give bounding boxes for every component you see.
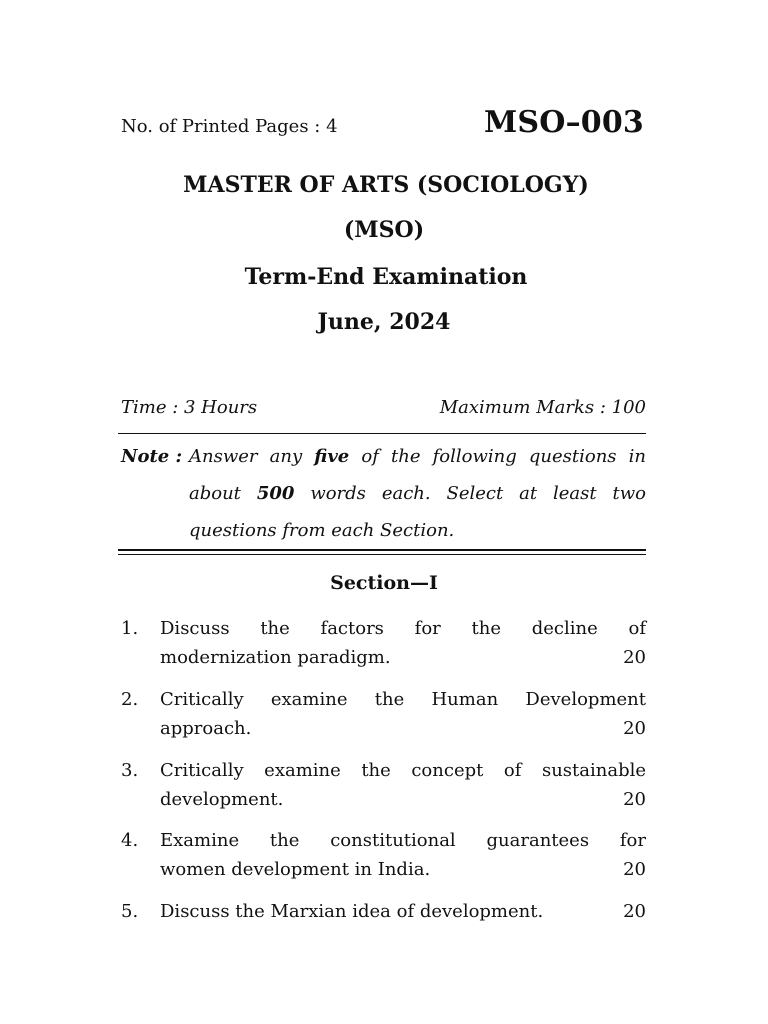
section-title: Section—I bbox=[330, 572, 438, 594]
course-code: MSO–003 bbox=[483, 105, 644, 140]
note-text: about bbox=[189, 483, 257, 504]
question-text: approach. bbox=[160, 718, 252, 739]
note-line-2 bbox=[189, 475, 646, 512]
note-text: words each. Select at least two bbox=[294, 483, 646, 504]
note-emphasis: five bbox=[314, 446, 350, 467]
question-text: modernization paradigm. bbox=[160, 647, 391, 668]
question-number: 2. bbox=[121, 689, 139, 710]
question-text: women development in India. bbox=[160, 859, 431, 880]
question-text: Examine the constitutional guarantees for bbox=[160, 830, 646, 851]
double-divider bbox=[118, 549, 646, 555]
note-text: Answer any bbox=[189, 446, 315, 467]
note-text: of the following questions in bbox=[349, 446, 646, 467]
question-marks: 20 bbox=[623, 718, 646, 739]
printed-pages-label: No. of Printed Pages : 4 bbox=[121, 116, 338, 137]
question-marks: 20 bbox=[623, 859, 646, 880]
question-text: Critically examine the concept of sustainable bbox=[160, 760, 646, 781]
question-number: 1. bbox=[121, 618, 139, 639]
note-emphasis: 500 bbox=[256, 483, 295, 504]
max-marks-label: Maximum Marks : 100 bbox=[439, 397, 646, 418]
programme-abbr: (MSO) bbox=[343, 217, 425, 243]
divider bbox=[118, 433, 646, 434]
question-text: development. bbox=[160, 789, 284, 810]
header-row bbox=[121, 105, 644, 145]
question-text: Critically examine the Human Development bbox=[160, 689, 646, 710]
question-number: 4. bbox=[121, 830, 139, 851]
question-text: Discuss the Marxian idea of development. bbox=[160, 901, 544, 922]
note-label: Note : bbox=[121, 446, 183, 467]
question-marks: 20 bbox=[623, 901, 646, 922]
note-line-3: questions from each Section. bbox=[189, 520, 455, 541]
exam-session: June, 2024 bbox=[317, 309, 451, 335]
time-label: Time : 3 Hours bbox=[121, 397, 258, 418]
question-marks: 20 bbox=[623, 789, 646, 810]
question-number: 3. bbox=[121, 760, 139, 781]
exam-title: Term-End Examination bbox=[244, 264, 528, 290]
question-text: Discuss the factors for the decline of bbox=[160, 618, 646, 639]
question-number: 5. bbox=[121, 901, 139, 922]
note-line-1 bbox=[189, 438, 646, 475]
question-marks: 20 bbox=[623, 647, 646, 668]
programme-title: MASTER OF ARTS (SOCIOLOGY) bbox=[183, 172, 589, 198]
